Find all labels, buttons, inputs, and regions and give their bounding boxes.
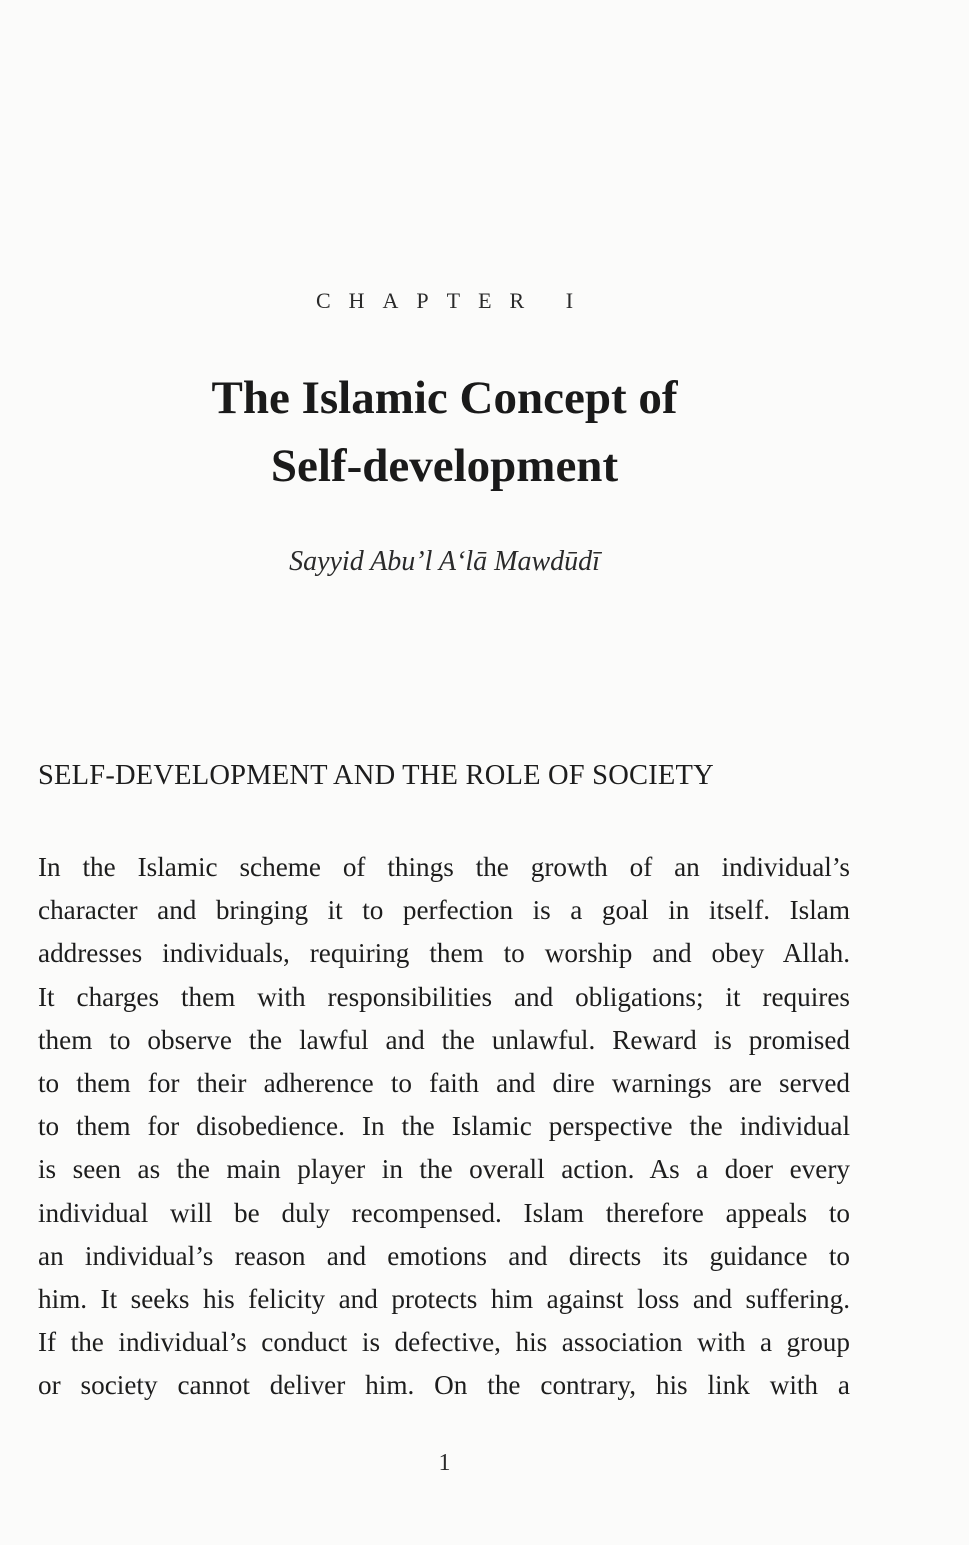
paragraph-line: an individual’s reason and emotions and directs its guidance to [38,1240,850,1271]
chapter-title-line-1: The Islamic Concept of [211,372,678,424]
paragraph-line: addresses individuals, requiring them to worship and obey Allah. [38,938,850,969]
section-heading: SELF-DEVELOPMENT AND THE ROLE OF SOCIETY [38,760,714,791]
body-paragraph [38,846,850,1408]
paragraph-line: It charges them with responsibilities and obligations; it requires [38,981,850,1012]
paragraph-line: character and bringing it to perfection is a goal in itself. Islam [38,895,850,926]
paragraph-line: If the individual’s conduct is defective, his association with a group [38,1327,850,1358]
paragraph-line: In the Islamic scheme of things the growth of an individual’s [38,852,850,882]
paragraph-line: individual will be duly recompensed. Islam therefore appeals to [38,1197,850,1228]
paragraph-line: is seen as the main player in the overall action. As a doer every [38,1154,850,1185]
author-name: Sayyid Abu’l A‘lā Mawdūdī [289,546,600,577]
paragraph-line: to them for disobedience. In the Islamic perspective the individual [38,1111,850,1142]
chapter-label: CHAPTER I [315,288,592,313]
chapter-title [0,364,889,500]
paragraph-line: or society cannot deliver him. On the contrary, his link with a [38,1370,850,1401]
paragraph-line: them to observe the lawful and the unlawful. Reward is promised [38,1024,850,1055]
page-number: 1 [438,1450,451,1476]
paragraph-line: to them for their adherence to faith and dire warnings are served [38,1068,850,1099]
chapter-title-line-2: Self-development [270,440,619,492]
paragraph-line: him. It seeks his felicity and protects him against loss and suffering. [38,1284,850,1315]
